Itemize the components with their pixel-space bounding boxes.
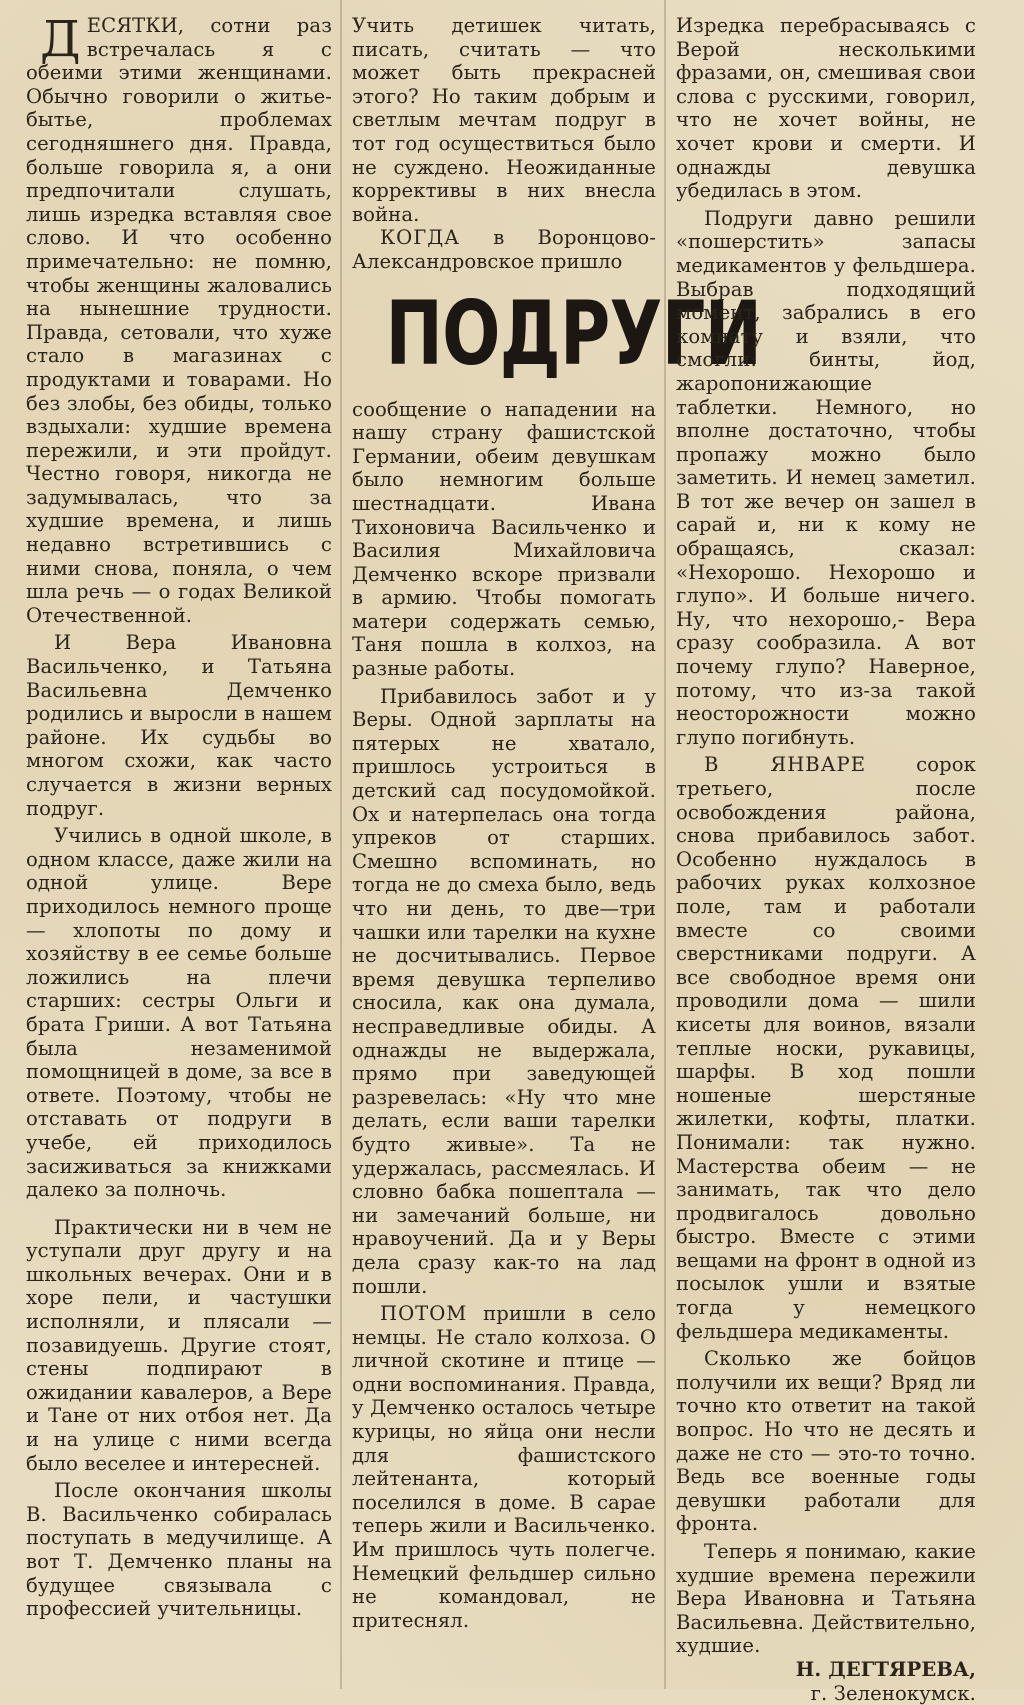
paragraph <box>676 753 976 1343</box>
article-column-1 <box>26 10 332 1621</box>
paragraph: Теперь я понимаю, какие худшие времена пережили Вера Ивановна и Татьяна Васильевна. Действительно, худшие. <box>676 1540 976 1658</box>
paragraph: сообщение о нападении на нашу страну фашистской Германии, обеим девушкам было немногим больше шестнадцати. Ивана Тихоновича Васильченко и Василия Михайловича Демченко вскоре призвали в армию. Чтобы помогать матери содержать семью, Таня пошла в колхоз, на разные работы. <box>352 397 656 681</box>
lead-in-caps: КОГДА <box>380 226 460 250</box>
author-location: г. Зеленокумск. <box>810 1681 976 1705</box>
column-divider <box>340 0 342 1689</box>
paragraph: И Вера Ивановна Васильченко, и Татьяна Васильевна Демченко родились и выросли в нашем районе. Их судьбы во многом схожи, как часто случается в жизни верных подруг. <box>26 631 332 820</box>
article-headline: ПОДРУГИ <box>385 281 762 385</box>
article-column-2 <box>352 14 762 1632</box>
paragraph: Подруги давно решили «пошерстить» запасы медикаментов у фельдшера. Выбрав подходящий момент, забрались в его комнату и взяли, что смогли: бинты, йод, жаропонижающие таблетки. Немного, но вполне достаточно, чтобы пропажу можно было заметить. И немец заметил. В тот же вечер он зашел в сарай и, ни к кому не обращаясь, сказал: «Нехорошо. Нехорошо и глупо». И больше ничего. Ну, что нехорошо,- Вера сразу сообразила. А вот почему глупо? Наверное, потому, что из-за такой неосторожности можно глупо погибнуть. <box>676 206 976 749</box>
paragraph: Учились в одной школе, в одном классе, даже жили на одной улице. Вере приходилось немного проще — хлопоты по дому и хозяйству в ее семье больше ложились на плечи старших: сестры Ольги и брата Гриши. А вот Татьяна была незаменимой помощницей в доме, за все в ответе. Поэтому, чтобы не отставать от подруги в учебе, ей приходилось засиживаться за книжками далеко за полночь. <box>26 824 332 1202</box>
paragraph-text: пришли в село немцы. Не стало колхоза. О личной скотине и птице — одни воспоминания. Правда, у Демченко осталось четыре курицы, но яйца они несли для фашистского лейтенанта, который поселился в доме. В сарае теперь жили и Васильченко. Им пришлось чуть полегче. Немецкий фельдшер сильно не командовал, не притеснял. <box>352 1302 656 1632</box>
paragraph <box>352 1302 656 1632</box>
paragraph: Сколько же бойцов получили их вещи? Вряд ли точно кто ответит на такой вопрос. Но что не десять и даже не сто — это-то точно. Ведь все военные годы девушки работали для фронта. <box>676 1347 976 1536</box>
paragraph-text: сорок третьего, после освобождения района, снова прибавилось забот. Особенно нуждалось в рабочих руках колхозное поле, там и работали вместе со своими сверстниками подруги. А все свободное время они проводили дома — шили кисеты для воинов, вязали теплые носки, рукавицы, шарфы. В ход пошли ношеные шерстяные жилетки, кофты, платки. Понимали: так нужно. Мастерства обеим — не занимать, так что дело продвигалось довольно быстро. Вместе с этими вещами на фронт в одной из посылок ушли и взятые тогда у немецкого фельдшера медикаменты. <box>676 753 976 1343</box>
lead-in-caps: В ЯНВАРЕ <box>704 753 867 777</box>
lead-in-caps: ПОТОМ <box>380 1302 468 1326</box>
paragraph: Практически ни в чем не уступали друг другу и на школьных вечерах. Они и в хоре пели, и частушки исполняли, и плясали — позавидуешь. Другие стоят, стены подпирают в ожидании кавалеров, а Вере и Тане от них отбоя нет. Да и на улице с ними всегда было веселее и интересней. <box>26 1215 332 1475</box>
drop-cap: Д <box>40 10 81 68</box>
paragraph: Изредка перебрасываясь с Верой несколькими фразами, он, смешивая свои слова с русскими, говорил, что не хочет войны, не хочет крови и смерти. И однажды девушка убедилась в этом. <box>676 14 976 203</box>
paragraph <box>352 226 656 273</box>
author-signature: Н. ДЕГТЯРЕВА, <box>795 1657 976 1681</box>
paragraph: После окончания школы В. Васильченко собиралась поступать в медучилище. А вот Т. Демченко планы на будущее связывала с профессией учительницы. <box>26 1479 332 1621</box>
paragraph: Учить детишек читать, писать, считать — что может быть прекрасней этого? Но таким добрым и светлым мечтам подруг в тот год осуществиться было не суждено. Неожиданные коррективы в них внесла война. <box>352 14 656 226</box>
paragraph <box>26 10 332 627</box>
paragraph-text: ЕСЯТКИ, сотни раз встречалась я с обеими этими женщинами. Обычно говорили о житье-бытье, проблемах сегодняшнего дня. Правда, больше говорила я, а они предпочитали слушать, лишь изредка вставляя свое слово. И что особенно примечательно: не помню, чтобы женщины жаловались на нынешние трудности. Правда, сетовали, что хуже стало в магазинах с продуктами и товарами. Но без злобы, без обиды, только вздыхали: худшие времена пережили, и эти пройдут. Честно говоря, никогда не задумывалась, что за худшие времена, и лишь недавно встретившись с ними снова, поняла, о чем шла речь — о годах Великой Отечественной. <box>26 14 332 627</box>
article-column-3 <box>676 14 976 1705</box>
column-divider <box>664 0 666 1689</box>
paragraph-text: в Воронцово-Александровское пришло <box>352 226 656 273</box>
paragraph: Прибавилось забот и у Веры. Одной зарплаты на пятерых не хватало, пришлось устроиться в детский сад посудомойкой. Ох и натерпелась она тогда упреков от старших. Смешно вспоминать, но тогда не до смеха было, ведь что ни день, то две—три чашки или тарелки на кухне не досчитывались. Первое время девушка терпеливо сносила, как она думала, несправедливые обиды. А однажды не выдержала, прямо при заведующей разревелась: «Ну что мне делать, если ваши тарелки будто живые». Та не удержалась, рассмеялась. И словно бабка пошептала — ни замечаний больше, ни нравоучений. Да и у Веры дела сразу как-то на лад пошли. <box>352 684 656 1298</box>
